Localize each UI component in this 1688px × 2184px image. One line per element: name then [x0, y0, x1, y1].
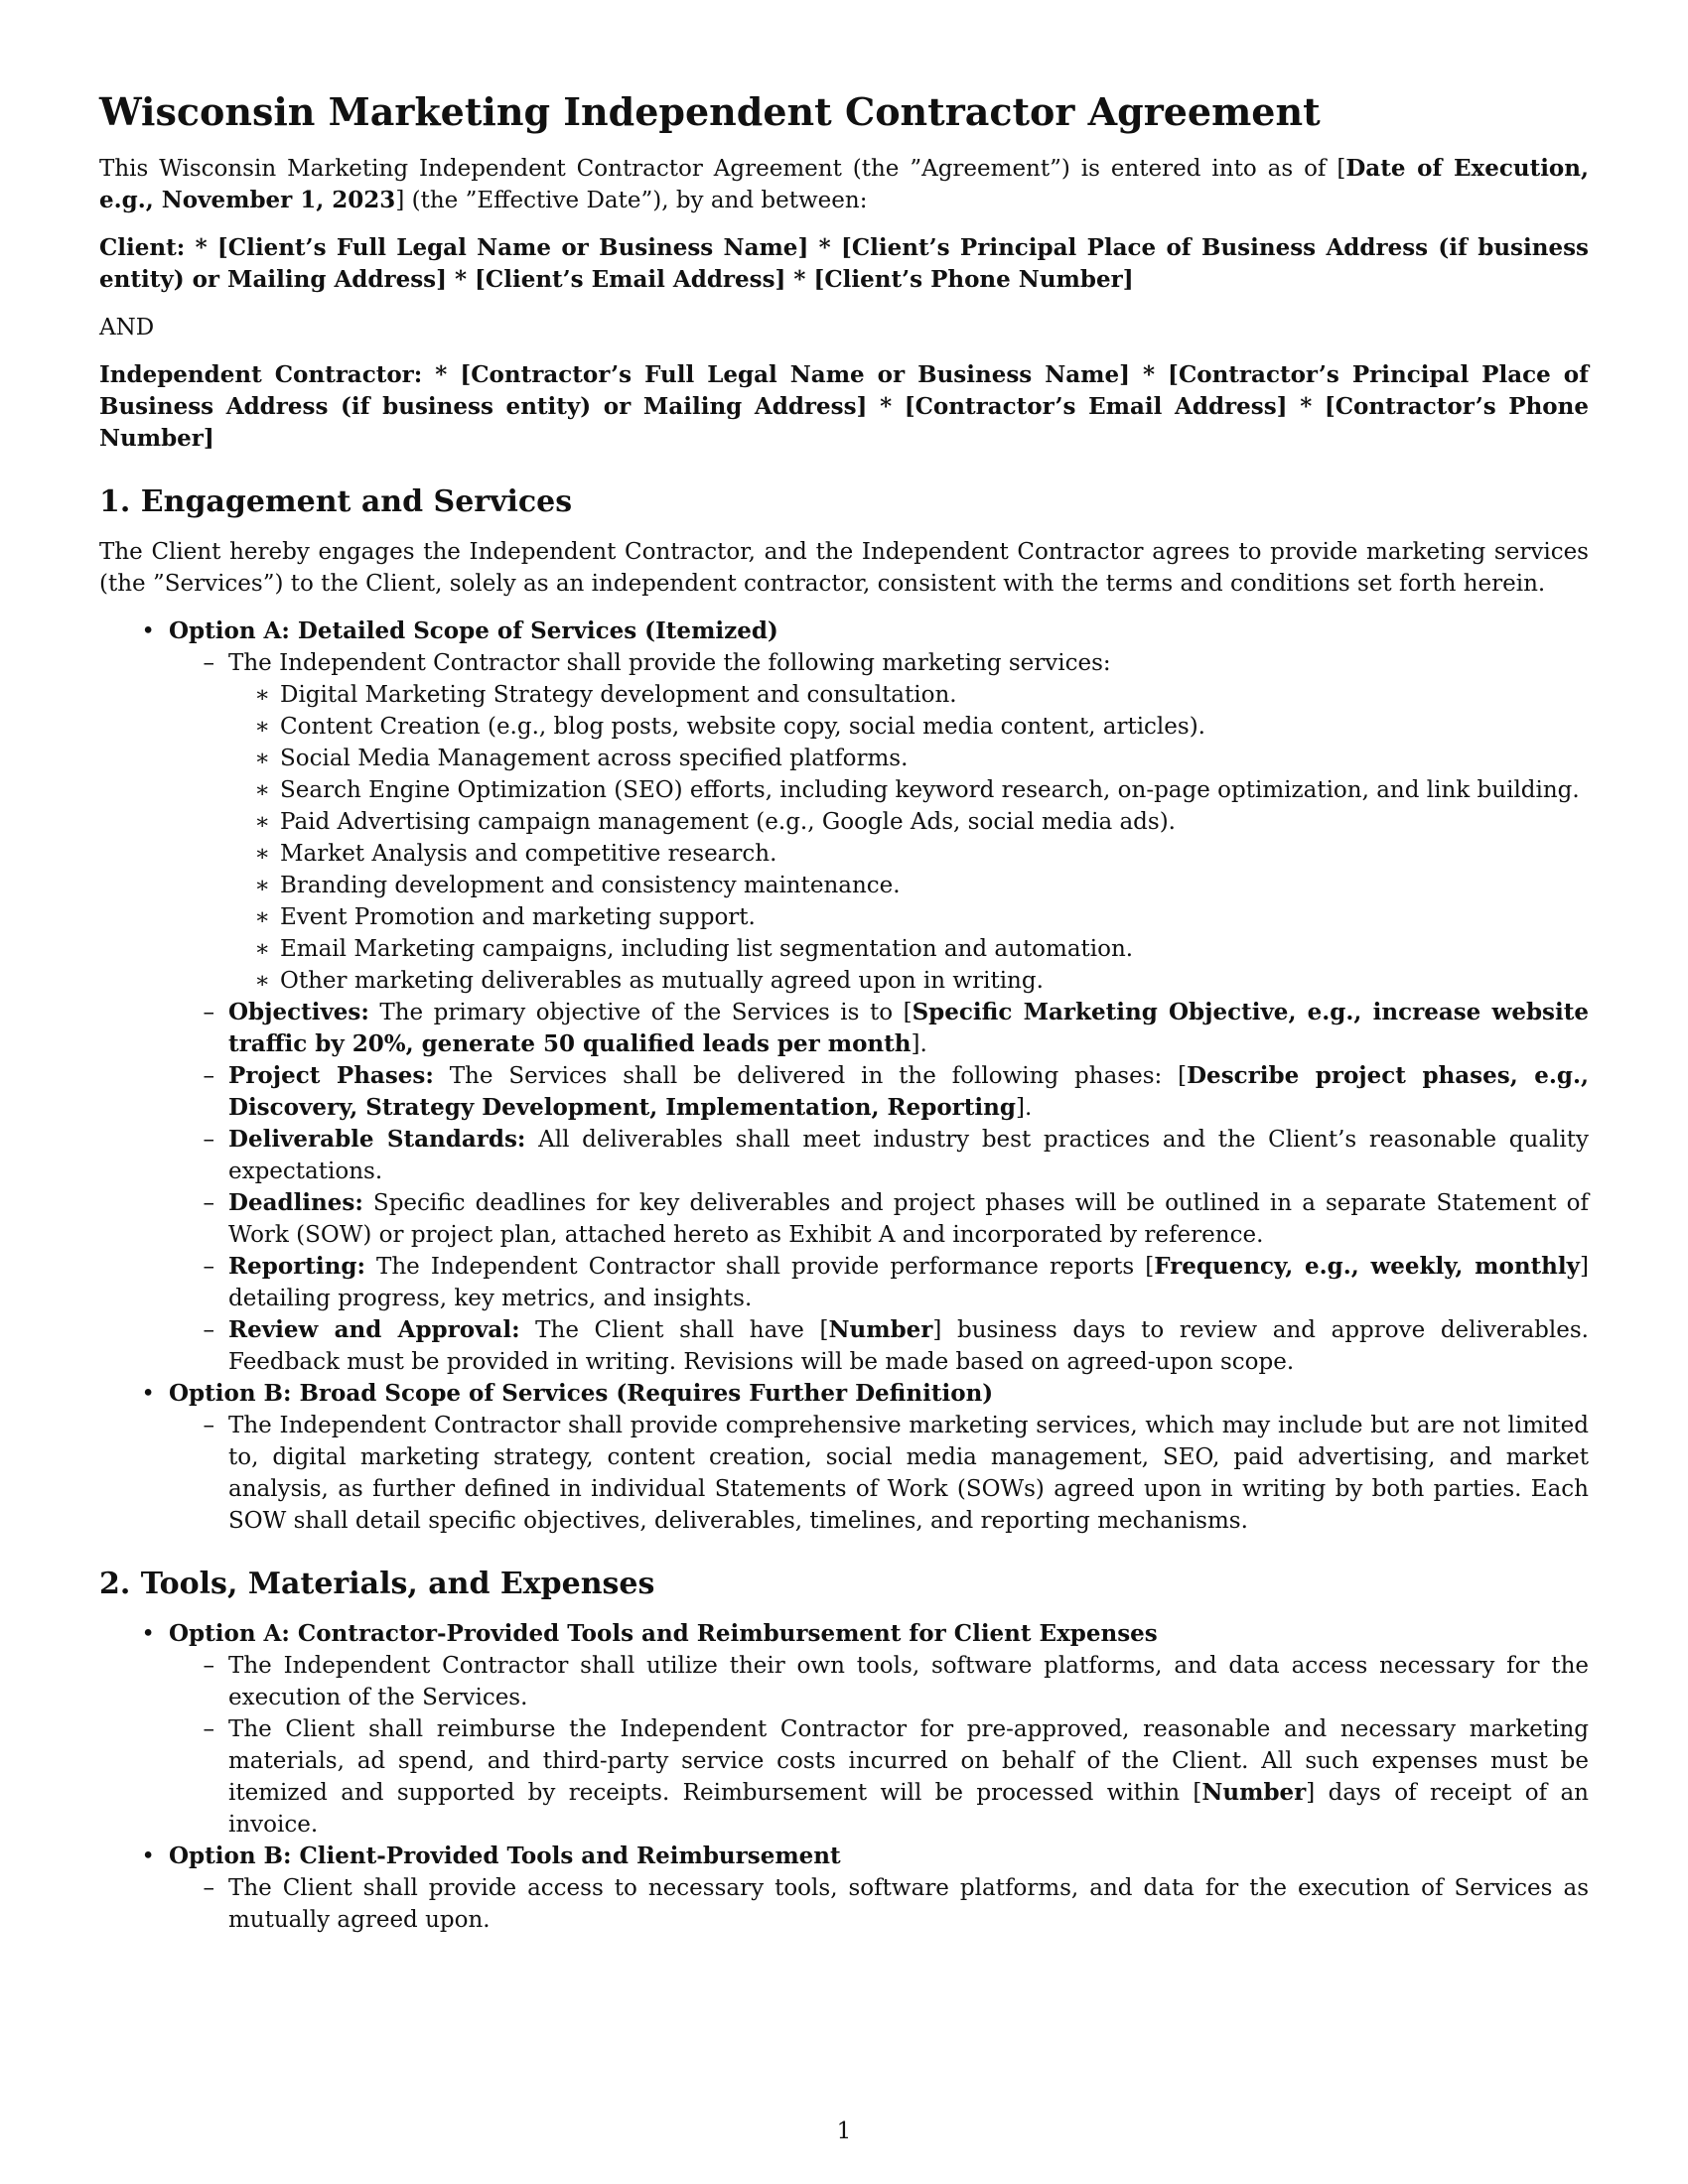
- option-b-item: [99, 1378, 1589, 1537]
- bullet-marker: •: [141, 1381, 155, 1407]
- list-item: – The Independent Contractor shall utilize their own tools, software platforms, and data access necessary for the execution of the Services.: [203, 1653, 1589, 1710]
- standards-item: – Deliverable Standards: All deliverables shall meet industry best practices and the Client’s reasonable quality expectations.: [203, 1126, 1590, 1184]
- service-item: ∗ Other marketing deliverables as mutually agreed upon in writing.: [254, 968, 1044, 994]
- document-page: [99, 87, 1589, 1936]
- list-item: – The Client shall provide access to necessary tools, software platforms, and data for the execution of Services as mutually agreed upon.: [203, 1875, 1589, 1933]
- option-a-item: • Option A: Contractor-Provided Tools and Reimbursement for Client Expenses – The Independent Contractor shall utilize their own tools, software platforms, and data access necessary for the execution of the Services. – The Client shall reimburse the Independent Contractor for pre-approved, reasonable and necessary marketing materials, ad spend, and third-party service costs incurred on behalf of the Client. All such expenses must be itemized and supported by receipts. Reimbursement will be processed within [Number] days of receipt of an invoice.: [99, 1618, 1589, 1841]
- objectives-item: – Objectives: The primary objective of the Services is to [Specific Marketing Objective, e.g., increase website traffic by 20%, generate 50 qualified leads per month].: [203, 999, 1589, 1057]
- service-item: ∗ Social Media Management across specified platforms.: [254, 746, 909, 771]
- client-block: Client: * [Client’s Full Legal Name or Business Name] * [Client’s Principal Place of Business Address (if business entity) or Mailing Address] * [Client’s Email Address] * [Client’s Phone Number]: [99, 234, 1589, 293]
- section-2-heading: 2. Tools, Materials, and Expenses: [99, 1567, 655, 1601]
- option-b-label: Option B: Broad Scope of Services (Requires Further Definition): [169, 1380, 994, 1407]
- option-a-item: [99, 615, 1589, 1378]
- service-item: ∗ Search Engine Optimization (SEO) efforts, including keyword research, on-page optimization, and link building.: [254, 777, 1580, 803]
- section-2-options: [99, 1618, 1589, 1936]
- phases-item: – Project Phases: The Services shall be delivered in the following phases: [Describe project phases, e.g., Discovery, Strategy Development, Implementation, Reporting].: [203, 1062, 1589, 1121]
- document-title: Wisconsin Marketing Independent Contractor Agreement: [99, 89, 1321, 134]
- and-separator: AND: [99, 315, 155, 341]
- service-item: ∗ Market Analysis and competitive research.: [254, 841, 777, 867]
- section-1-options: [99, 615, 1589, 1537]
- bullet-marker: •: [141, 1843, 155, 1869]
- service-item: ∗ Content Creation (e.g., blog posts, website copy, social media content, articles).: [254, 714, 1205, 740]
- section-1-heading: 1. Engagement and Services: [99, 484, 573, 519]
- service-item: ∗ Branding development and consistency maintenance.: [254, 873, 901, 898]
- review-item: – Review and Approval: The Client shall have [Number] business days to review and approve deliverables. Feedback must be provided in writing. Revisions will be made based on agreed-upon scope.: [203, 1316, 1589, 1375]
- intro-paragraph: This Wisconsin Marketing Independent Contractor Agreement (the ”Agreement”) is entered into as of [Date of Execution, e.g., November 1, 2023] (the ”Effective Date”), by and between:: [99, 155, 1590, 213]
- deadlines-item: – Deadlines: Specific deadlines for key deliverables and project phases will be outlined in a separate Statement of Work (SOW) or project plan, attached hereto as Exhibit A and incorporated by reference.: [203, 1189, 1589, 1248]
- list-item: – The Independent Contractor shall provide comprehensive marketing services, which may include but are not limited to, digital marketing strategy, content creation, social media management, SEO, paid advertising, and market analysis, as further defined in individual Statements of Work (SOWs) agreed upon in writing by both parties. Each SOW shall detail specific objectives, deliverables, timelines, and reporting mechanisms.: [203, 1413, 1589, 1534]
- list-item: – The Independent Contractor shall provide the following marketing services: ∗ Digital Marketing Strategy development and consultation. ∗ Content Creation (e.g., blog posts, website copy, social media content, articles). ∗ Social Media Management across specified platforms. ∗ Search Engine Optimization (SEO) efforts, including keyword research, on-page optimization, and link building. ∗ Paid Advertising campaign management (e.g., Google Ads, social media ads). ∗ Market Analysis and competitive research. ∗ Branding development and consistency maintenance. ∗ Event Promotion and marketing support. ∗ Email Marketing campaigns, including list segmentation and automation. ∗ Other marketing deliverables as mutually agreed upon in writing.: [99, 647, 1589, 997]
- bullet-marker: •: [141, 618, 155, 644]
- service-item: ∗ Digital Marketing Strategy development and consultation.: [254, 682, 957, 708]
- bullet-marker: •: [141, 1621, 155, 1647]
- service-item: ∗ Email Marketing campaigns, including list segmentation and automation.: [254, 936, 1134, 962]
- reporting-item: – Reporting: The Independent Contractor shall provide performance reports [Frequency, e.g., weekly, monthly] detailing progress, key metrics, and insights.: [203, 1253, 1589, 1311]
- service-item: ∗ Paid Advertising campaign management (e.g., Google Ads, social media ads).: [254, 809, 1176, 835]
- section-1-intro: The Client hereby engages the Independent Contractor, and the Independent Contractor agrees to provide marketing services (the ”Services”) to the Client, solely as an independent contractor, consistent with the terms and conditions set forth herein.: [99, 539, 1589, 597]
- option-a-label: Option A: Detailed Scope of Services (Itemized): [169, 617, 778, 644]
- contractor-block: Independent Contractor: * [Contractor’s Full Legal Name or Business Name] * [Contractor’s Principal Place of Business Address (if business entity) or Mailing Address] * [Contractor’s Email Address] * [Contractor’s Phone Number]: [99, 361, 1589, 452]
- list-item: – The Client shall reimburse the Independent Contractor for pre-approved, reasonable and necessary marketing materials, ad spend, and third-party service costs incurred on behalf of the Client. All such expenses must be itemized and supported by receipts. Reimbursement will be processed within [Number] days of receipt of an invoice.: [203, 1716, 1589, 1838]
- page-number: 1: [836, 2118, 852, 2144]
- service-item: ∗ Event Promotion and marketing support.: [254, 904, 756, 930]
- services-list: [99, 679, 1589, 997]
- option-b-item: • Option B: Client-Provided Tools and Reimbursement – The Client shall provide access to necessary tools, software platforms, and data for the execution of Services as mutually agreed upon.: [99, 1841, 1589, 1936]
